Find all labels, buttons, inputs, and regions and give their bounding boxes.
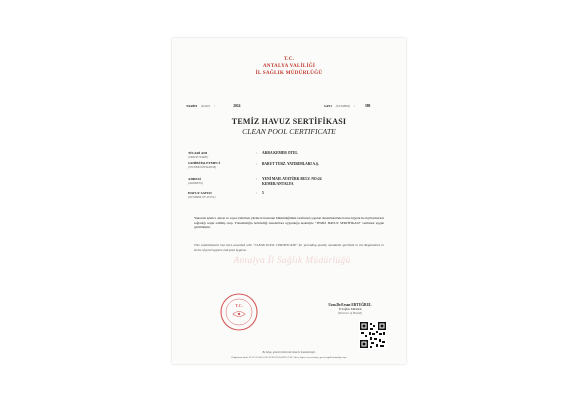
field-trade-name-label: TİCARİ ADI (TRADE NAME)	[188, 151, 209, 159]
field-owner-label: SAHİBİ/İŞLETMECİ (OWNER/OPERATOR)	[188, 161, 221, 169]
number-block: SAYI (NUMBER) : 380	[324, 104, 371, 108]
signatory-name: Uzm.Dr.Ersan ERTUĞRUL	[328, 303, 372, 307]
header-tc: T.C.	[283, 56, 295, 62]
footer-esign-note: Bu belge, güvenli elektronik imza ile imzalanmıştır.	[262, 351, 316, 354]
signatory-title-en: (Director of Health)	[337, 311, 363, 315]
date-block: TARİH (DATE) : 2024	[186, 104, 241, 108]
date-value: 2024	[233, 104, 241, 108]
field-pool-count-value: 5	[262, 191, 264, 195]
watermark-text: Antalya İl Sağlık Müdürlüğü	[233, 256, 351, 266]
field-address-value: YENİ MAH. ATATÜRK BULV. NO:24 KEMER/ANTALYA	[262, 177, 322, 186]
date-label: TARİH	[186, 104, 197, 108]
number-label: SAYI	[324, 104, 332, 108]
qr-code-icon	[359, 321, 387, 349]
signature-block	[312, 303, 388, 315]
header-directorate: İL SAĞLIK MÜDÜRLÜĞÜ	[255, 70, 323, 76]
body-text-tr: Yukarıda işletici, adresi ve sayısı belirtilen yüzme havuzunun Müdürlüğümüz tarafından yapılan denetimlerinde havuz hijyeni ile ilgili kriterleri sağladığı tespit edilmiş olup, Yönetmeliğin belirlediği standartlara uygunluğu nedeniyle "TEMİZ HAVUZ SERTİFİKASI" verilmesi uygun görülmüştür.	[194, 216, 384, 230]
certificate-title-en: CLEAN POOL CERTIFICATE	[242, 127, 336, 136]
footer-verification: Doğrulama kodu: 9CAC-0A2B-5A2E-4C3D-9A20-66D5-7C4F Adres: https://www.turkiye.gov.tr/saglik-bakanligi-ebys	[231, 356, 347, 359]
header-governorship: ANTALYA VALİLİĞİ	[262, 63, 316, 69]
number-value: 380	[364, 104, 371, 108]
certificate-page: T.C. ANTALYA VALİLİĞİ İL SAĞLIK MÜDÜRLÜĞÜ TARİH (DATE) : 2024 SAYI (NUMBER) : 380 TEMİZ HAVUZ SERTİFİKASI CLEAN POOL CERTIFICATE TİCARİ ADI (TRADE NAME) : AKRA KEMER OTEL SAHİBİ/İŞLETMECİ (OWNER/OPERATOR) : BARUT TURZ. YATIRIMLARI A.Ş. ADRESİ (ADDRESS) : YENİ MAH. ATATÜRK BULV. NO:24 KEMER/ANTALYA HAVUZ SAYISI (NUMBER OF POOL) : 5 Yukarıda işletici, adresi ve sayısı belirtilen yüzme havuzunun Müdürlüğümüz tarafından yapılan denetimlerinde havuz hijyeni ile ilgili kriterleri sağladığı tespit edilmiş olup, Yönetmeliğin belirlediği standartlara uygunluğu nedeniyle "TEMİZ HAVUZ SERTİFİKASI" verilmesi uygun görülmüştür. This establishment has been awarded with "CLEAN POOL CERTIFICATE" for providing quality standards specified in the Regulations in terms of pool hygiene and pool hygiene. Antalya İl Sağlık Müdürlüğü T.C. Uzm.Dr.Ersan ERTUĞRUL İl Sağlık Müdürü (Director of Health) Bu belge, güvenli elektronik imza ile imzalanmıştır. Doğrulama kodu: 9CAC-0A2B-5A2E-4C3D-9A20-66D5-7C4F Adres: https://www.turkiye.gov.tr/saglik-bakanligi-ebys	[172, 38, 406, 364]
field-address-label: ADRESİ (ADDRESS)	[188, 177, 203, 185]
number-label-en: (NUMBER)	[335, 104, 350, 108]
official-seal-icon	[219, 292, 259, 332]
date-label-en: (DATE)	[200, 104, 211, 108]
certificate-title-tr: TEMİZ HAVUZ SERTİFİKASI	[231, 117, 347, 126]
field-trade-name-value: AKRA KEMER OTEL	[262, 151, 298, 155]
signatory-title: İl Sağlık Müdürü	[338, 307, 362, 311]
field-owner-value: BARUT TURZ. YATIRIMLARI A.Ş.	[262, 162, 319, 166]
field-pool-count-label: HAVUZ SAYISI (NUMBER OF POOL)	[188, 191, 216, 199]
body-text-en: This establishment has been awarded with "CLEAN POOL CERTIFICATE" for providing quality standards specified in the Regulations in terms of pool hygiene and pool hygiene.	[194, 243, 384, 252]
svg-text:T.C.: T.C.	[235, 303, 243, 308]
